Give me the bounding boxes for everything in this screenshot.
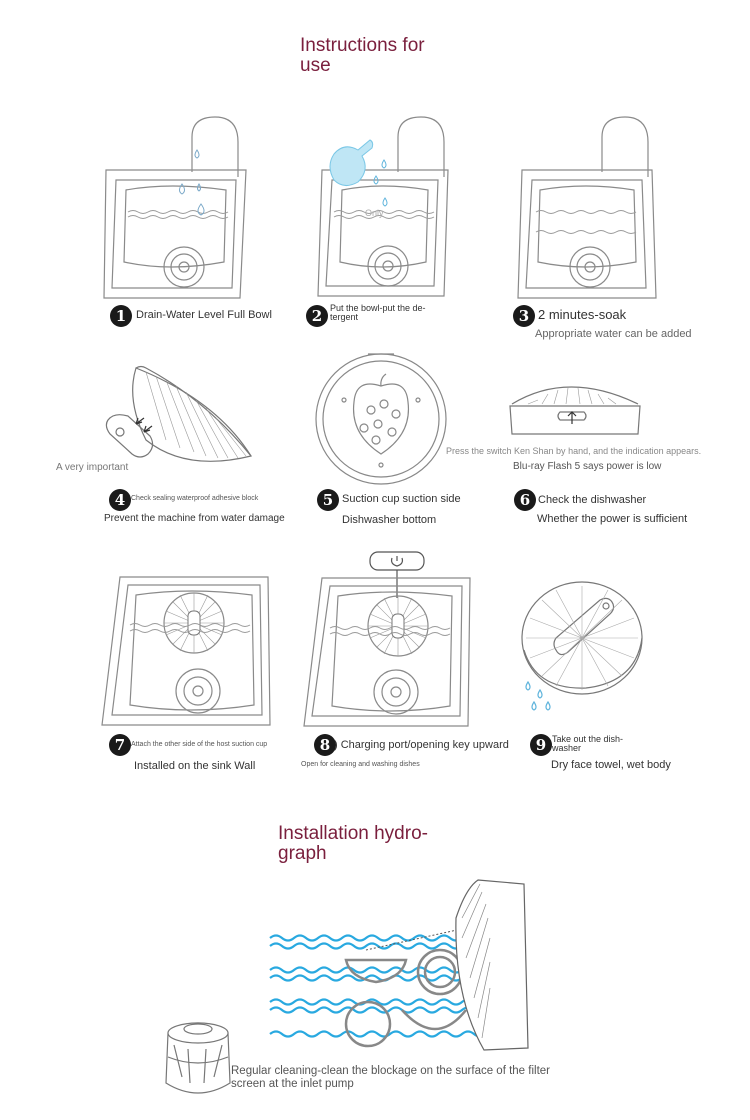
step-9-label-line-2: washer	[552, 743, 582, 753]
step-2-label	[330, 304, 426, 322]
drain-icon	[374, 670, 418, 714]
step-3-label: 2 minutes-soak	[538, 307, 627, 322]
step-6-label: Check the dishwasher	[538, 494, 647, 506]
step-number-7: 7	[109, 734, 131, 756]
step-4-sub: Prevent the machine from water damage	[104, 513, 285, 524]
step-2-label-line-1: Put the bowl-put the de-	[330, 303, 426, 313]
step-number-8: 8	[314, 734, 336, 756]
filter-caption-line-1: Regular cleaning-clean the blockage on the surface of the filter	[231, 1065, 551, 1077]
title-line-1: Instructions for	[300, 35, 425, 56]
drain-icon	[176, 669, 220, 713]
sink-installed-illustration-2	[300, 550, 474, 728]
step-6-sub: Whether the power is sufficient	[537, 513, 688, 525]
water-drop-icon	[526, 682, 550, 710]
dishwasher-bottom-illustration	[314, 350, 448, 486]
step-number-1: 1	[110, 305, 132, 327]
bottle-label: Only	[365, 208, 384, 218]
title-line-2: use	[300, 55, 331, 76]
water-drop-icon	[374, 160, 387, 206]
dishwasher-removed-illustration	[516, 578, 646, 716]
faucet-icon	[398, 117, 444, 177]
section2-title-line-1: Installation hydro-	[278, 823, 428, 844]
step-7-label: Attach the other side of the host suction cup	[131, 741, 268, 748]
step-6-note-1: Press the switch Ken Shan by hand, and the indication appears.	[446, 446, 702, 456]
step-number-2: 2	[306, 305, 328, 327]
step-7-sub: Installed on the sink Wall	[134, 760, 256, 772]
step-9-sub: Dry face towel, wet body	[551, 759, 671, 771]
step-4-note: A very important	[56, 462, 129, 473]
step-9-label-line-1: Take out the dish-	[552, 734, 624, 744]
dishwasher-front-illustration	[508, 376, 642, 438]
faucet-icon	[192, 117, 238, 177]
step-3-sub: Appropriate water can be added	[535, 328, 692, 340]
filter-caption	[231, 1065, 550, 1091]
step-4-label: Check sealing waterproof adhesive block	[131, 495, 259, 502]
step-9-label	[552, 735, 623, 753]
step-8-label: ) Charging port/opening key upward	[334, 739, 509, 751]
step-number-5: 5	[317, 489, 339, 511]
step-number-6: 6	[514, 489, 536, 511]
sink-installed-illustration-1	[100, 575, 272, 727]
filter-caption-line-2: screen at the inlet pump	[231, 1078, 354, 1090]
power-icon	[392, 556, 403, 566]
step-number-3: 3	[513, 305, 535, 327]
sink-illustration-1	[100, 112, 250, 302]
step-8-sub: Open for cleaning and washing dishes	[301, 761, 420, 768]
section-title-instructions	[300, 36, 425, 76]
step-2-label-line-2: tergent	[330, 312, 359, 322]
section-title-installation	[278, 824, 428, 864]
step-1-label: Drain-Water Level Full Bowl	[136, 309, 272, 321]
sink-illustration-2	[312, 112, 462, 302]
sink-illustration-3	[510, 112, 660, 302]
filter-icon	[160, 1013, 236, 1103]
step-5-label: Suction cup suction side	[342, 493, 461, 505]
step-number-4: 4	[109, 489, 131, 511]
step-6-note-2: Blu-ray Flash 5 says power is low	[513, 461, 662, 472]
dishwasher-icon	[456, 880, 528, 1050]
step-5-sub: Dishwasher bottom	[342, 514, 437, 526]
dishwasher-side-illustration	[106, 360, 256, 472]
step-number-9: 9	[530, 734, 552, 756]
section2-title-line-2: graph	[278, 843, 327, 864]
detergent-bottle-icon	[330, 140, 373, 186]
installation-hydrograph	[266, 878, 534, 1052]
faucet-icon	[602, 117, 648, 177]
